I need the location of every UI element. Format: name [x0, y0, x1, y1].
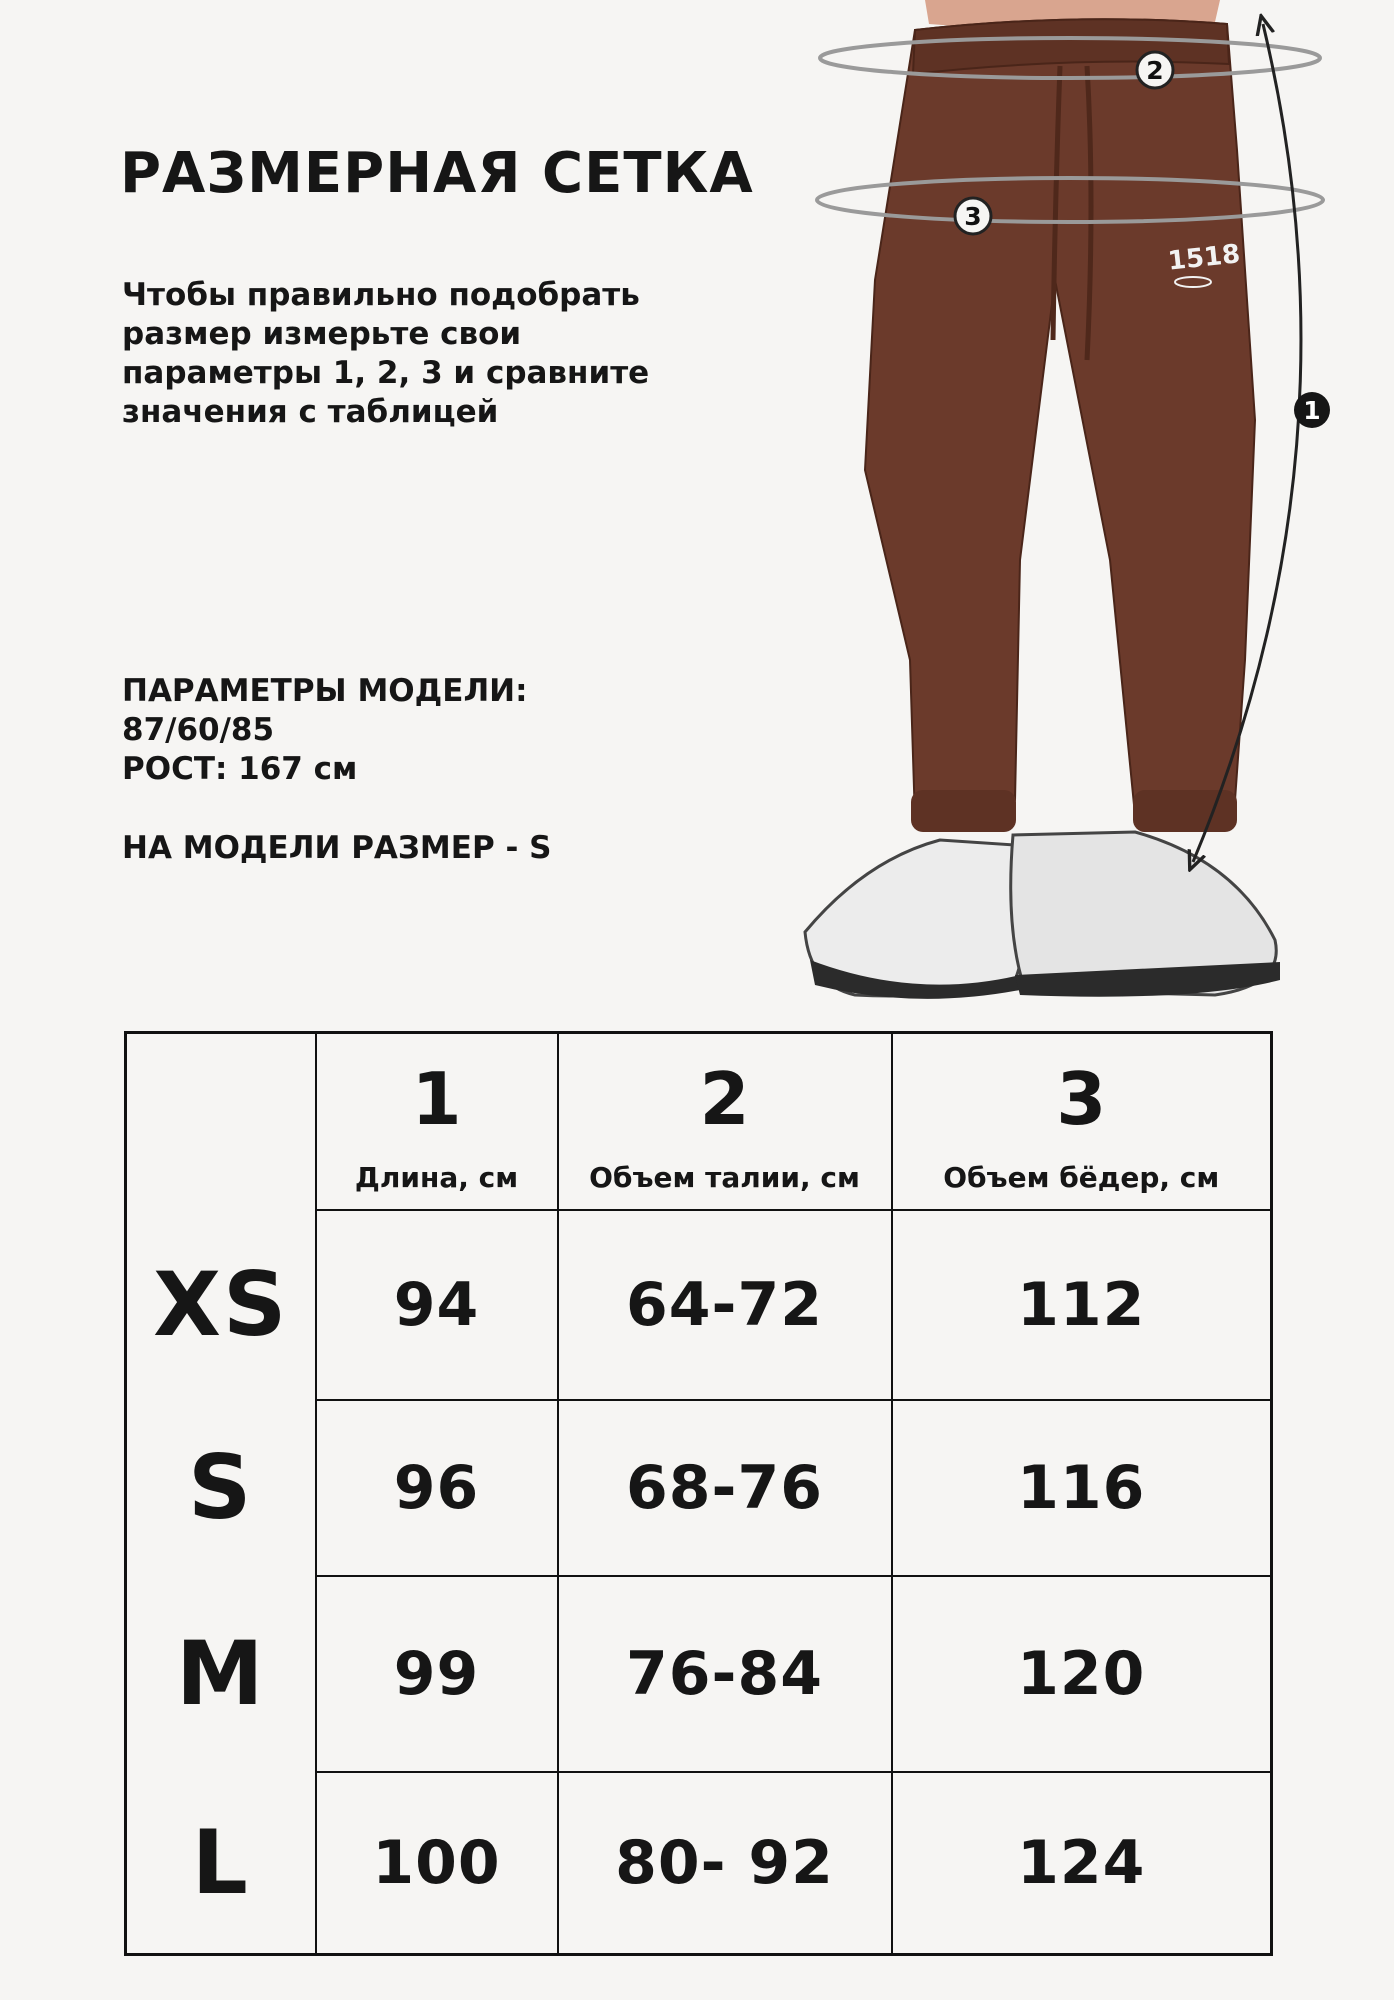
marker-1 [1294, 392, 1330, 428]
size-label: M [126, 1576, 316, 1772]
size-label: S [126, 1400, 316, 1576]
intro-text: Чтобы правильно подобрать размер измерьте свои параметры 1, 2, 3 и сравните значения с таблицей [122, 277, 650, 430]
column-number: 1 [411, 1056, 462, 1141]
table-value: 68-76 [626, 1452, 823, 1523]
right-cuff [1133, 790, 1237, 832]
column-header-hips [892, 1033, 1272, 1210]
length-cell [316, 1772, 558, 1955]
table-row [126, 1210, 1272, 1400]
model-height: РОСТ: 167 см [122, 751, 358, 787]
waist-cell [558, 1772, 892, 1955]
model-heading: ПАРАМЕТРЫ МОДЕЛИ: [122, 673, 528, 709]
table-row [126, 1400, 1272, 1576]
page-title: РАЗМЕРНАЯ СЕТКА [120, 141, 754, 206]
size-label: L [126, 1772, 316, 1955]
column-number: 2 [699, 1056, 750, 1141]
marker-3 [955, 198, 991, 234]
hips-cell [892, 1210, 1272, 1400]
table-value: 124 [1017, 1827, 1146, 1898]
table-value: 120 [1017, 1638, 1146, 1709]
length-cell [316, 1400, 558, 1576]
column-label: Объем талии, см [589, 1160, 860, 1194]
table-value: 116 [1017, 1452, 1146, 1523]
table-value: 100 [372, 1827, 501, 1898]
table-corner [126, 1033, 316, 1210]
marker-2-label: 2 [1146, 56, 1164, 85]
model-parameters [122, 672, 528, 789]
column-header-waist [558, 1033, 892, 1210]
waist-cell [558, 1210, 892, 1400]
column-header-length [316, 1033, 558, 1210]
size-label: XS [126, 1210, 316, 1400]
waist-cell [558, 1576, 892, 1772]
column-label: Длина, см [354, 1160, 519, 1194]
left-cuff [911, 790, 1016, 832]
hips-cell [892, 1772, 1272, 1955]
marker-1-label: 1 [1303, 396, 1321, 425]
table-value: 94 [393, 1269, 480, 1340]
pants-body [865, 19, 1255, 822]
length-cell [316, 1576, 558, 1772]
table-value: 112 [1017, 1269, 1146, 1340]
hips-cell [892, 1400, 1272, 1576]
pants-illustration [715, 0, 1321, 1020]
waist-cell [558, 1400, 892, 1576]
size-chart-table [124, 1031, 1273, 1956]
table-value: 76-84 [626, 1638, 823, 1709]
table-value: 96 [393, 1452, 480, 1523]
table-value: 64-72 [626, 1269, 823, 1340]
table-row [126, 1772, 1272, 1955]
marker-2 [1137, 52, 1173, 88]
table-row [126, 1576, 1272, 1772]
table-value: 80- 92 [615, 1827, 834, 1898]
model-measurements: 87/60/85 [122, 712, 275, 748]
hips-cell [892, 1576, 1272, 1772]
table-header-row [126, 1033, 1272, 1210]
column-label: Объем бёдер, см [943, 1160, 1220, 1194]
marker-3-label: 3 [964, 202, 982, 231]
length-cell [316, 1210, 558, 1400]
model-size: НА МОДЕЛИ РАЗМЕР - S [122, 830, 552, 866]
pants-logo: 1518 [1166, 239, 1242, 277]
table-value: 99 [393, 1638, 480, 1709]
column-number: 3 [1056, 1056, 1107, 1141]
